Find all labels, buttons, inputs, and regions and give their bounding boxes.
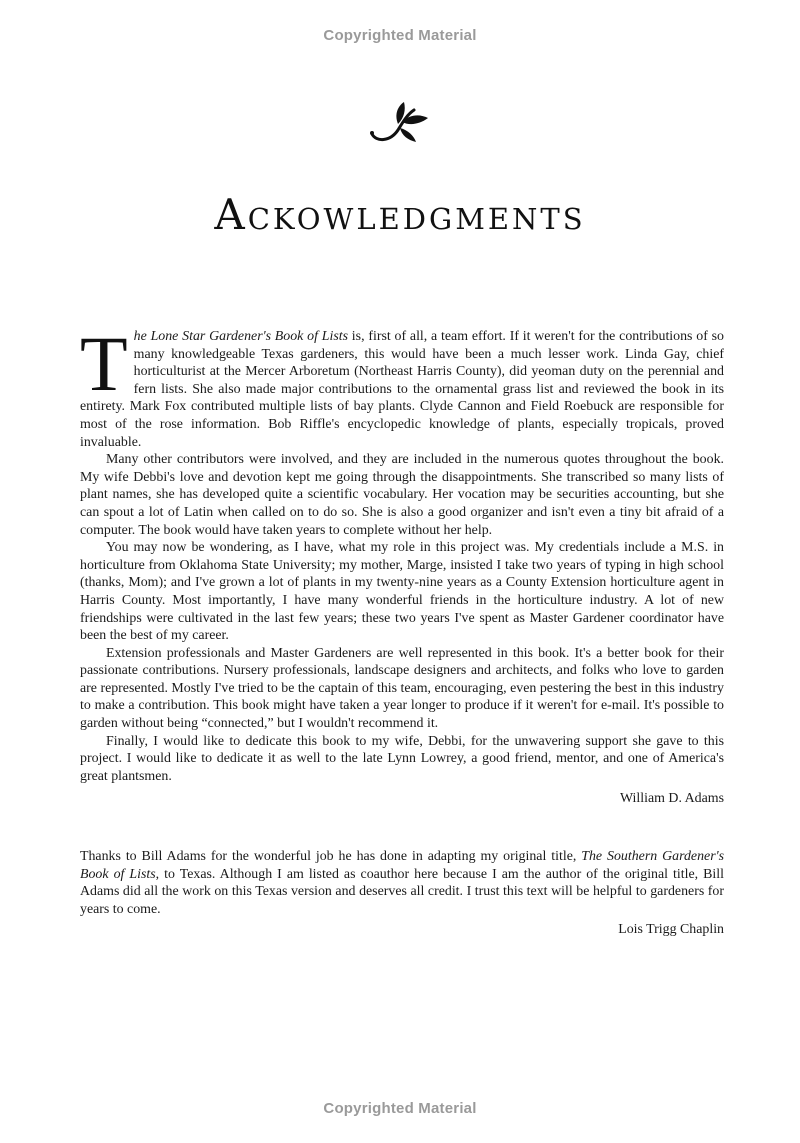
- page-title: Ackowledgments: [214, 190, 586, 239]
- paragraph-3: You may now be wondering, as I have, what my role in this project was. My credentials include a M.S. in horticulture from Oklahoma State University; my mother, Marge, insisted I take two years of typing in high school (thanks, Mom); and I've grown a lot of plants in my twenty-nine years as a County Extension horticulture agent in Harris County. Most importantly, I have many wonderful friends in the horticulture industry. A lot of new friendships were cultivated in the last few years; these two years I've spent as Master Gardener coordinator have been the best of my career.: [80, 540, 724, 644]
- copyright-watermark-bottom: Copyrighted Material: [323, 1100, 477, 1117]
- acknowledgments-body: [80, 320, 724, 808]
- coauthor-paragraph: [80, 848, 724, 918]
- copyright-watermark-top: Copyrighted Material: [323, 27, 477, 44]
- coauthor-text-before: Thanks to Bill Adams for the wonderful job he has done in adapting my original title,: [80, 849, 582, 864]
- coauthor-text-after: , to Texas. Although I am listed as coauthor here because I am the author of the original title, Bill Adams did all the work on this Texas version and deserves all credit. I trust this text will be helpful to gardeners for years to come.: [80, 866, 724, 917]
- original-book-title: The Southern Gardener's Book of Lists: [80, 849, 724, 882]
- drop-cap: T: [80, 320, 128, 407]
- leaf-flourish-icon: [368, 100, 432, 144]
- coauthor-signature: Lois Trigg Chaplin: [618, 922, 724, 938]
- paragraph-5: Finally, I would like to dedicate this book to my wife, Debbi, for the unwavering support she gave to this project. I would like to dedicate it as well to the late Lynn Lowrey, a good friend, mentor, and one of America's great plantsmen.: [80, 733, 724, 784]
- author-signature: William D. Adams: [620, 791, 724, 807]
- paragraph-1: [80, 320, 724, 451]
- coauthor-note: [80, 848, 724, 939]
- paragraph-1-text: is, first of all, a team effort. If it weren't for the contributions of so many knowledgeable Texas gardeners, this would have been a much lesser work. Linda Gay, chief horticulturist at the Mercer Arboretum (Northeast Harris County), did yeoman duty on the perennial and fern lists. She also made major contributions to the ornamental grass list and reviewed the book in its entirety. Mark Fox contributed multiple lists of bay plants. Clyde Cannon and Field Roebuck are responsible for most of the rose information. Bob Riffle's encyclopedic knowledge of plants, especially tropicals, proved invaluable.: [80, 329, 724, 450]
- paragraph-4: Extension professionals and Master Gardeners are well represented in this book. It's a better book for their passionate contributions. Nursery professionals, landscape designers and architects, and folks who love to garden are represented. Mostly I've tried to be the captain of this team, encouraging, even pestering the best in this industry to make a contribution. This book might have taken a year longer to produce if it weren't for e-mail. It's possible to garden without being “connected,” but I wouldn't recommend it.: [80, 645, 724, 732]
- book-title: he Lone Star Gardener's Book of Lists: [133, 329, 348, 344]
- paragraph-2: Many other contributors were involved, and they are included in the numerous quotes throughout the book. My wife Debbi's love and devotion kept me going through the disappointments. She transcribed so many lists of plant names, she has developed quite a scientific vocabulary. Her vocation may be securities accounting, but she can spout a lot of Latin when called on to do so. She is also a good organizer and isn't even a tiny bit afraid of a computer. The book would have taken years to complete without her help.: [80, 452, 724, 538]
